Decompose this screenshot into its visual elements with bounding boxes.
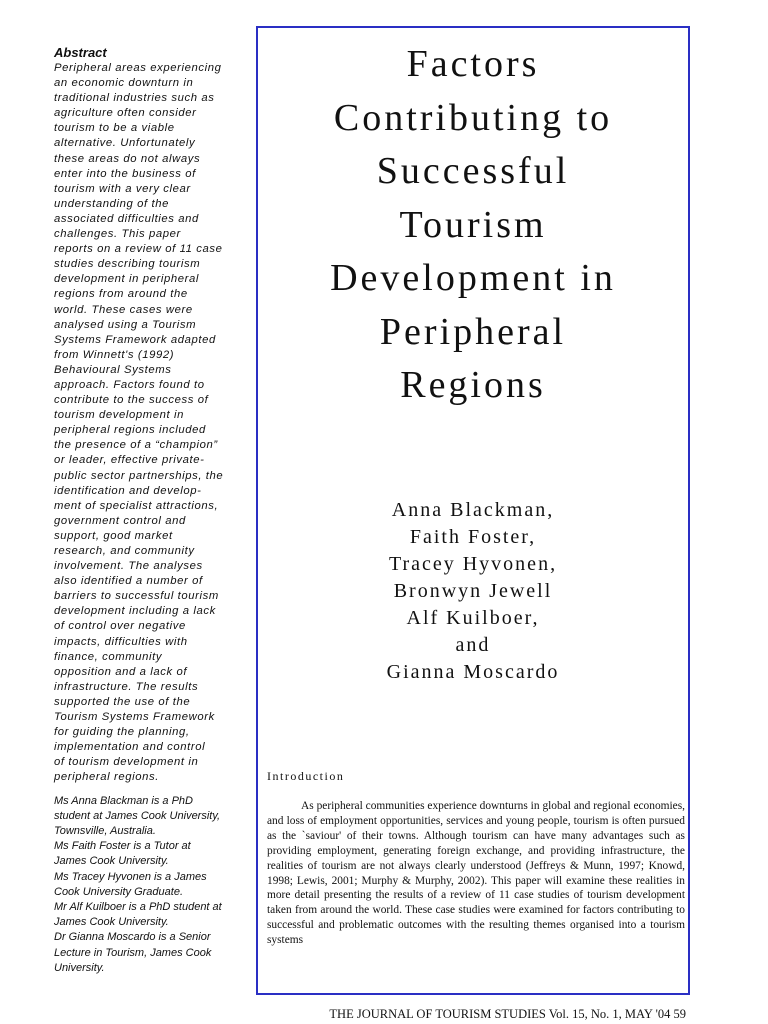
article-title: Factors Contributing to Successful Tourism Development in Peripheral Regions (330, 43, 616, 406)
abstract-text: Peripheral areas experiencing an economic downturn in traditional industries such as agriculture often consider tourism to be a viable alternative. Unfortunately these areas do not always enter into the business of tourism with a very clear understanding of the associated difficulties and challenges. This paper reports on a review of 11 case studies describing tourism development in peripheral regions from around the world. These cases were analysed using a Tourism Systems Framework adapted from Winnett's (1992) Behavioural Systems approach. Factors found to contribute to the success of tourism development in peripheral regions included the presence of a “champion” or leader, effective private- public sector partnerships, the identification and develop- ment of specialist attractions, government control and support, good market research, and community involvement. The analyses also identified a number of barriers to successful tourism development including a lack of control over negative impacts, difficulties with finance, community opposition and a lack of infrastructure. The results supported the use of the Tourism Systems Framework for guiding the planning, implementation and control of tourism development in peripheral regions. (54, 62, 224, 784)
abstract-sidebar (54, 45, 260, 976)
abstract-heading: Abstract (54, 45, 107, 60)
introduction-paragraph: As peripheral communities experience downturns in global and regional economies, and loss of employment opportunities, services and young people, tourism is often pursued as the `saviour' of their towns. Although tourism can have many advantages such as providing employment, generating foreign exchange, and providing infrastructure, the realities of tourism are not always clearly understood (Jeffreys & Munn, 1997; Knowd, 1998; Lewis, 2001; Murphy & Murphy, 2002). This paper will examine these realities in more detail presenting the results of a review of 11 case studies of tourism development taken from around the world. These case studies were examined for factors contributing to successful and problematic outcomes with the resulting themes organised into a tourism systems (267, 800, 685, 947)
page-footer: THE JOURNAL OF TOURISM STUDIES Vol. 15, No. 1, MAY '04 59 (329, 1007, 686, 1021)
section-heading-introduction: Introduction (267, 769, 345, 783)
author-notes: Ms Anna Blackman is a PhD student at James Cook University, Townsville, Australia. Ms Faith Foster is a Tutor at James Cook University. Ms Tracey Hyvonen is a James Cook University Graduate. Mr Alf Kuilboer is a PhD student at James Cook University. Dr Gianna Moscardo is a Senior Lecture in Tourism, James Cook University. (54, 794, 222, 974)
author-list: Anna Blackman, Faith Foster, Tracey Hyvonen, Bronwyn Jewell Alf Kuilboer, and Gianna Moscardo (386, 499, 560, 683)
